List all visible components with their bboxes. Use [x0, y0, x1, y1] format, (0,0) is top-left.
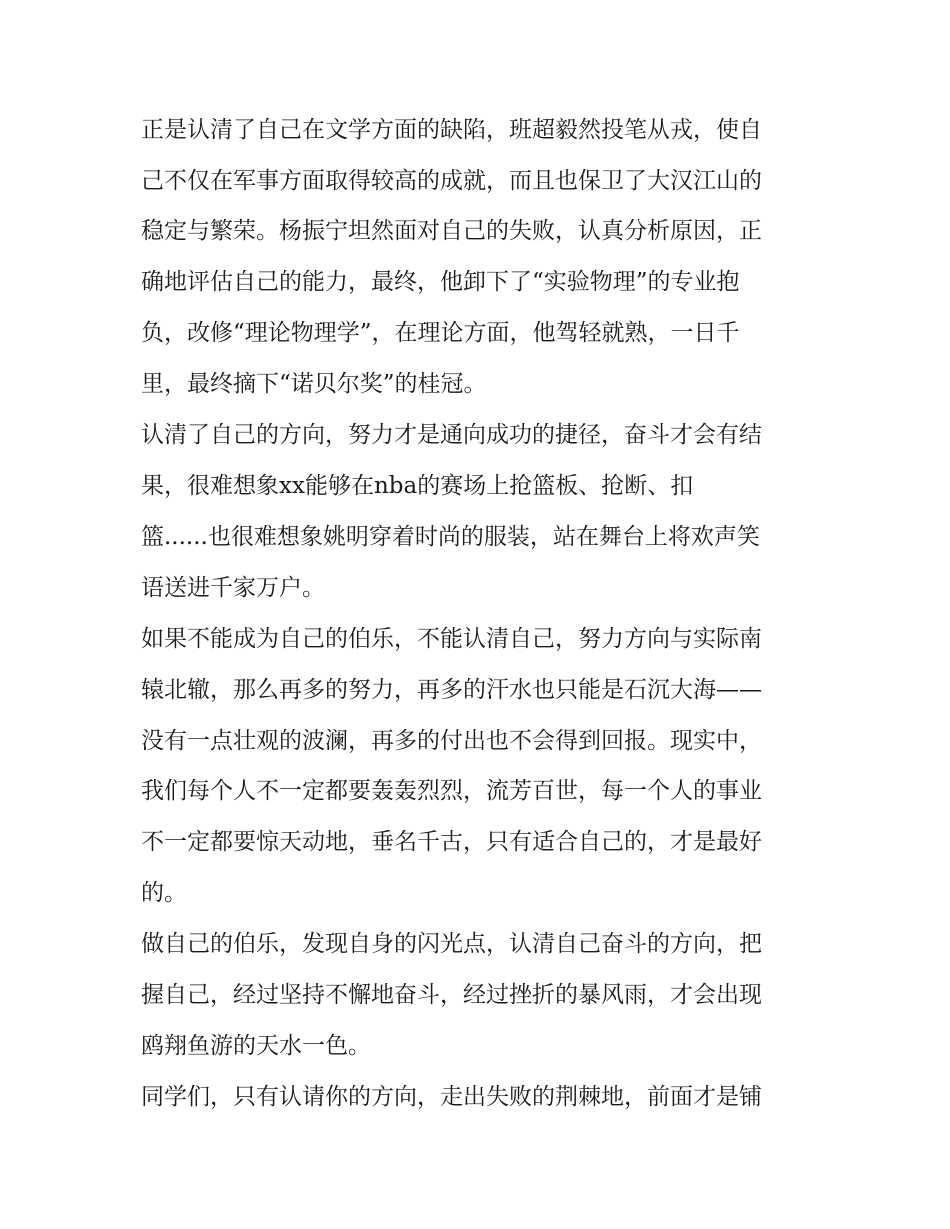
- text-line: 做自己的伯乐，发现自身的闪光点，认清自己奋斗的方向，把: [141, 931, 762, 957]
- text-line: 同学们，只有认请你的方向，走出失败的荆棘地，前面才是铺: [141, 1084, 762, 1110]
- text-line: 正是认清了自己在文学方面的缺陷，班超毅然投笔从戎，使自: [141, 117, 762, 143]
- text-line: 没有一点壮观的波澜，再多的付出也不会得到回报。现实中，: [141, 728, 762, 754]
- text-line: 辕北辙，那么再多的努力，再多的汗水也只能是石沉大海——: [141, 677, 762, 703]
- text-line: 篮......也很难想象姚明穿着时尚的服装，站在舞台上将欢声笑: [141, 524, 760, 550]
- text-line: 鸥翔鱼游的天水一色。: [141, 1033, 371, 1059]
- text-line: 我们每个人不一定都要轰轰烈烈，流芳百世，每一个人的事业: [141, 778, 762, 804]
- text-line: 握自己，经过坚持不懈地奋斗，经过挫折的暴风雨，才会出现: [141, 982, 762, 1008]
- text-line: 不一定都要惊天动地，垂名千古，只有适合自己的，才是最好: [141, 829, 762, 855]
- text-line: 稳定与繁荣。杨振宁坦然面对自己的失败，认真分析原因，正: [141, 218, 762, 244]
- text-line: 确地评估自己的能力，最终，他卸下了“实验物理”的专业抱: [141, 269, 740, 295]
- text-line: 果，很难想象xx能够在nba的赛场上抢篮板、抢断、扣: [141, 473, 694, 499]
- text-line: 认清了自己的方向，努力才是通向成功的捷径，奋斗才会有结: [141, 422, 762, 448]
- text-line: 语送进千家万户。: [141, 575, 325, 601]
- text-line: 如果不能成为自己的伯乐，不能认清自己，努力方向与实际南: [141, 626, 762, 652]
- text-line: 的。: [141, 880, 187, 906]
- text-line: 己不仅在军事方面取得较高的成就，而且也保卫了大汉江山的: [141, 168, 762, 194]
- text-line: 负，改修“理论物理学”，在理论方面，他驾轻就熟，一日千: [141, 320, 740, 346]
- text-line: 里，最终摘下“诺贝尔奖”的桂冠。: [141, 371, 487, 397]
